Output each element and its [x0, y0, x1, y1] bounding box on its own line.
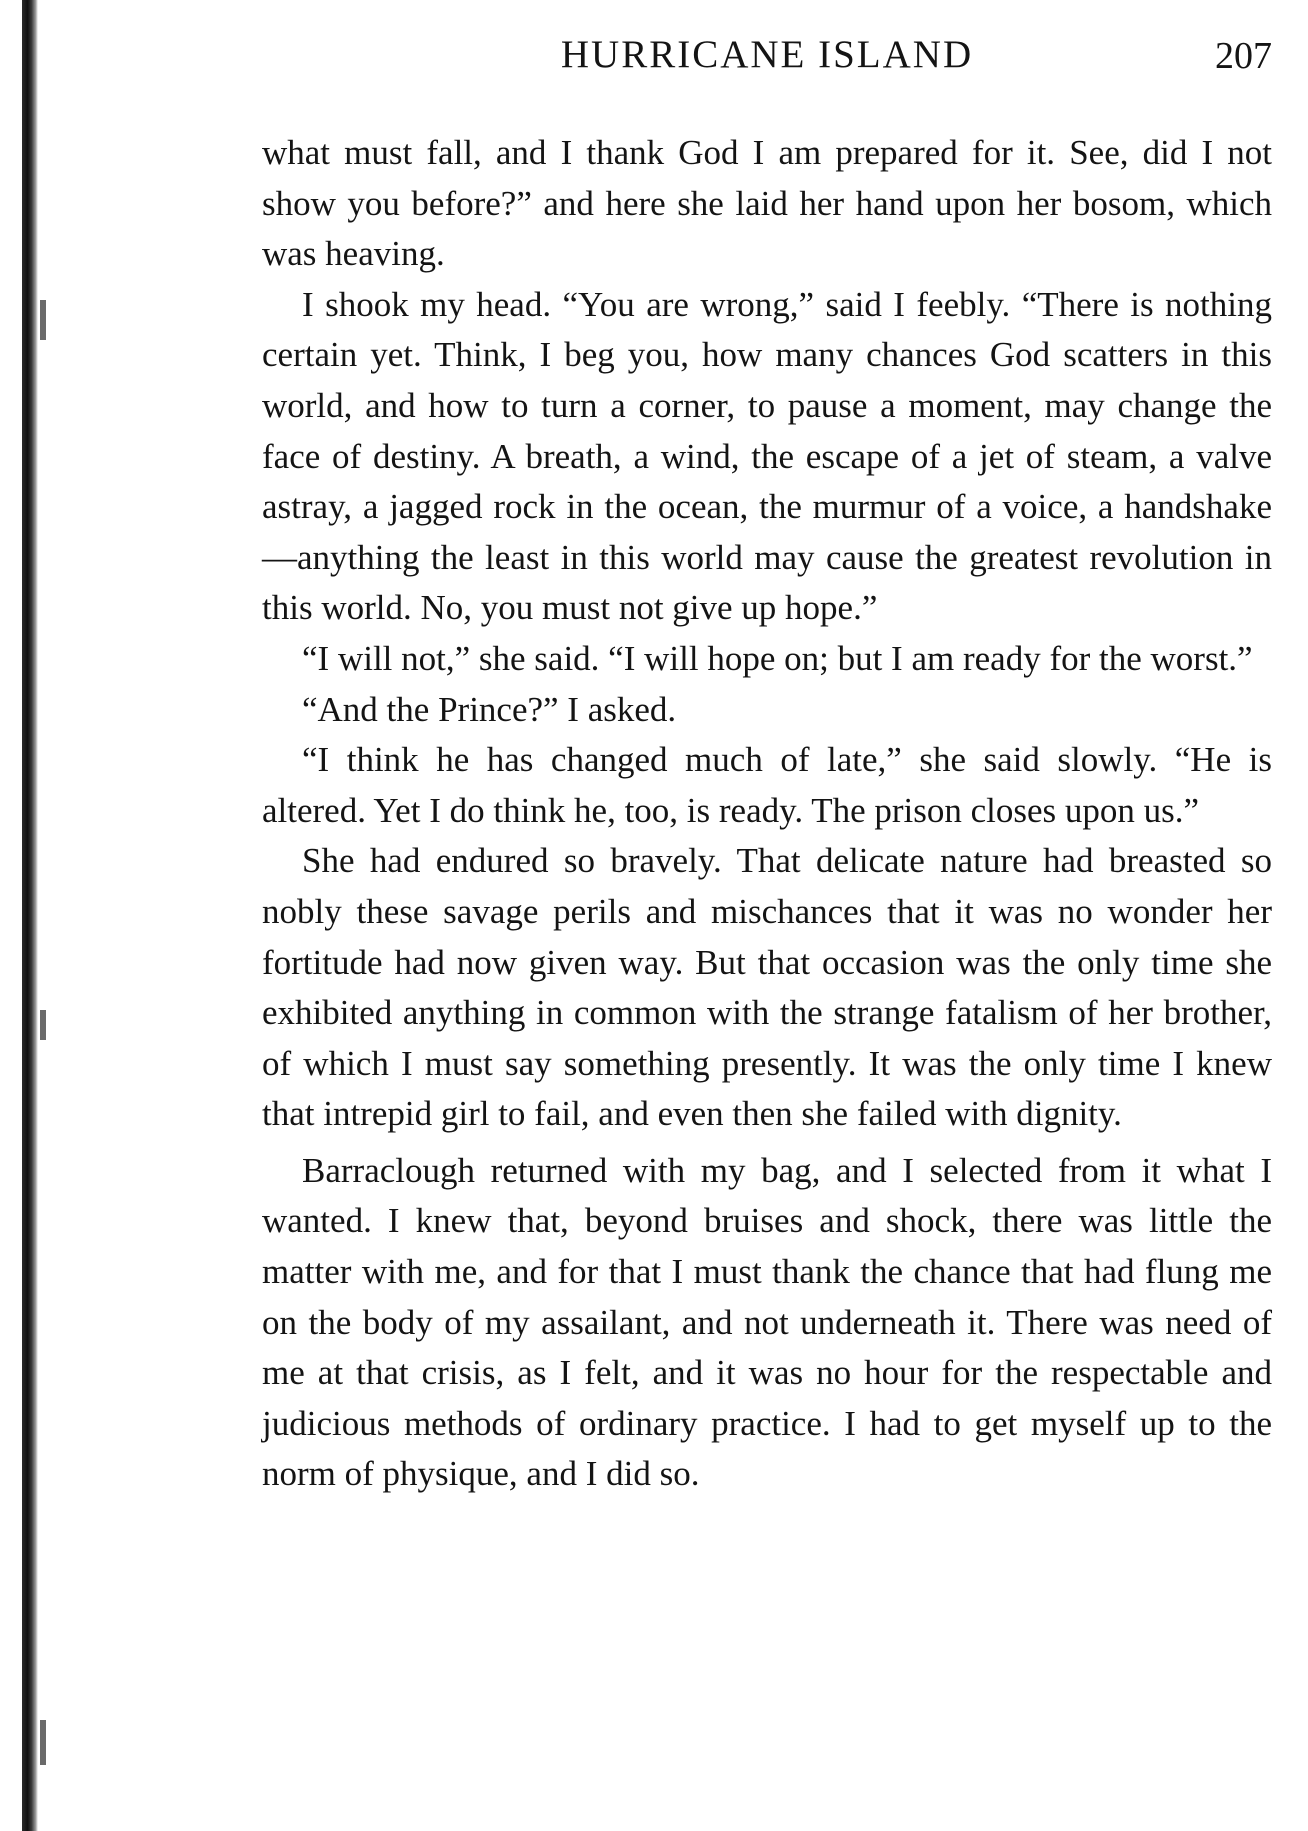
spine-speck — [40, 1010, 46, 1040]
book-spine-shadow — [22, 0, 38, 1831]
page-header — [262, 24, 1272, 84]
paragraph: “I think he has changed much of late,” she said slowly. “He is altered. Yet I do think he, too, is ready. The prison closes upon us.” — [262, 740, 1272, 830]
paragraph: “And the Prince?” I asked. — [302, 689, 677, 729]
paragraph: She had endured so bravely. That delicate nature had breasted so nobly these savage perils and mischances that it was no wonder her fortitude had now given way. But that occasion was the only time she exhibited anything in common with the strange fatalism of her brother, of which I must say something presently. It was the only time I knew that intrepid girl to fail, and even then she failed with dignity. — [262, 841, 1272, 1134]
spine-speck — [40, 300, 46, 340]
spine-speck — [40, 1720, 46, 1765]
paragraph: Barraclough returned with my bag, and I selected from it what I wanted. I knew that, beyond bruises and shock, there was little the matter with me, and for that I must thank the chance that had flung me on the body of my assailant, and not underneath it. There was need of me at that crisis, as I felt, and it was no hour for the respectable and judicious methods of ordinary practice. I had to get myself up to the norm of physique, and I did so. — [262, 1150, 1272, 1494]
running-head: HURRICANE ISLAND — [560, 33, 974, 76]
paragraph: what must fall, and I thank God I am prepared for it. See, did I not show you before?” and here she laid her hand upon her bosom, which was heaving. — [262, 133, 1272, 274]
paragraph: I shook my head. “You are wrong,” said I feebly. “There is nothing certain yet. Think, I beg you, how many chances God scatters in this world, and how to turn a corner, to pause a moment, may change the face of destiny. A breath, a wind, the escape of a jet of steam, a valve astray, a jagged rock in the ocean, the murmur of a voice, a handshake—anything the least in this world may cause the greatest revolution in this world. No, you must not give up hope.” — [262, 284, 1272, 628]
page-number: 207 — [1215, 35, 1272, 77]
body-text — [262, 128, 1272, 1500]
paragraph: “I will not,” she said. “I will hope on; but I am ready for the worst.” — [302, 638, 1253, 678]
